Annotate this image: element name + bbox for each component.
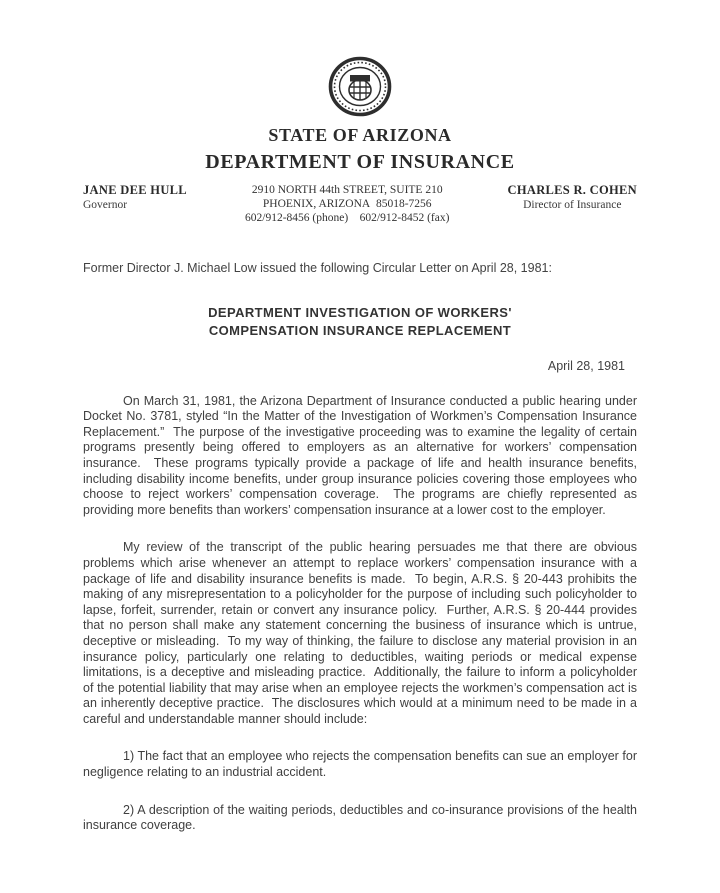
arizona-state-seal-icon [328,56,392,122]
address-line-1: 2910 NORTH 44th STREET, SUITE 210 [251,184,443,196]
document-title-line-1: DEPARTMENT INVESTIGATION OF WORKERS' [208,304,512,320]
body-text [83,394,637,834]
governor-block [83,183,187,211]
intro-line: Former Director J. Michael Low issued the following Circular Letter on April 28, 1981: [83,261,552,275]
list-item-2: 2) A description of the waiting periods, deductibles and co-insurance provisions of the health insurance coverage. [83,802,637,833]
address-line-2: PHOENIX, ARIZONA 85018-7256 [262,198,432,210]
document-title [83,304,637,340]
seal-container [0,56,720,122]
document-title-line-2: COMPENSATION INSURANCE REPLACEMENT [208,322,512,338]
director-title: Director of Insurance [523,199,622,211]
address-line-3: 602/912-8456 (phone) 602/912-8452 (fax) [245,212,450,224]
address-block [245,183,449,225]
governor-name: JANE DEE HULL [83,183,187,197]
state-name: STATE OF ARIZONA [268,125,452,145]
paragraph-2: My review of the transcript of the public hearing persuades me that there are obvious problems which arise whenever an attempt to replace workers’ compensation insurance with a package of life and disability insurance benefits is made. To begin, A.R.S. § 20-443 prohibits the making of any misrepresentation to a policyholder for the purpose of including such policyholder to lapse, forfeit, surrender, retain or convert any insurance policy. Further, A.R.S. § 20-444 provides that no person shall make any statement concerning the business of insurance which is untrue, deceptive or misleading. To my way of thinking, the failure to disclose any material provision in an insurance policy, particularly one relating to deductibles, waiting periods or medical expense limitations, is a deceptive and misleading practice. Additionally, the failure to inform a policyholder of the potential liability that may arise when an employee rejects the workmen’s compensation act is an inherently deceptive practice. The disclosures which would at a minimum need to be made in a careful and understandable manner should include: [83,540,637,726]
date-line: April 28, 1981 [547,358,625,373]
department-name: DEPARTMENT OF INSURANCE [205,151,515,173]
list-item-1: 1) The fact that an employee who rejects the compensation benefits can sue an employer for negligence relating to an industrial accident. [83,749,637,780]
director-name: CHARLES R. COHEN [507,183,637,197]
letterhead-info-row [0,183,720,225]
letter-body [0,261,720,834]
governor-title: Governor [83,199,128,211]
letterhead [0,0,720,225]
paragraph-1: On March 31, 1981, the Arizona Department of Insurance conducted a public hearing under Docket No. 3781, styled “In the Matter of the Investigation of Workmen’s Compensation Insurance Replacement.” The purpose of the investigative proceeding was to examine the legality of certain programs presently being offered to employers as an alternative for workers’ compensation insurance. These programs typically provide a package of life and health insurance benefits, including disability income benefits, under group insurance policies covering those employees who choose to reject workers’ compensation coverage. The programs are chiefly represented as providing more benefits than workers’ compensation insurance at a lower cost to the employer. [83,393,637,517]
director-block [508,183,637,211]
